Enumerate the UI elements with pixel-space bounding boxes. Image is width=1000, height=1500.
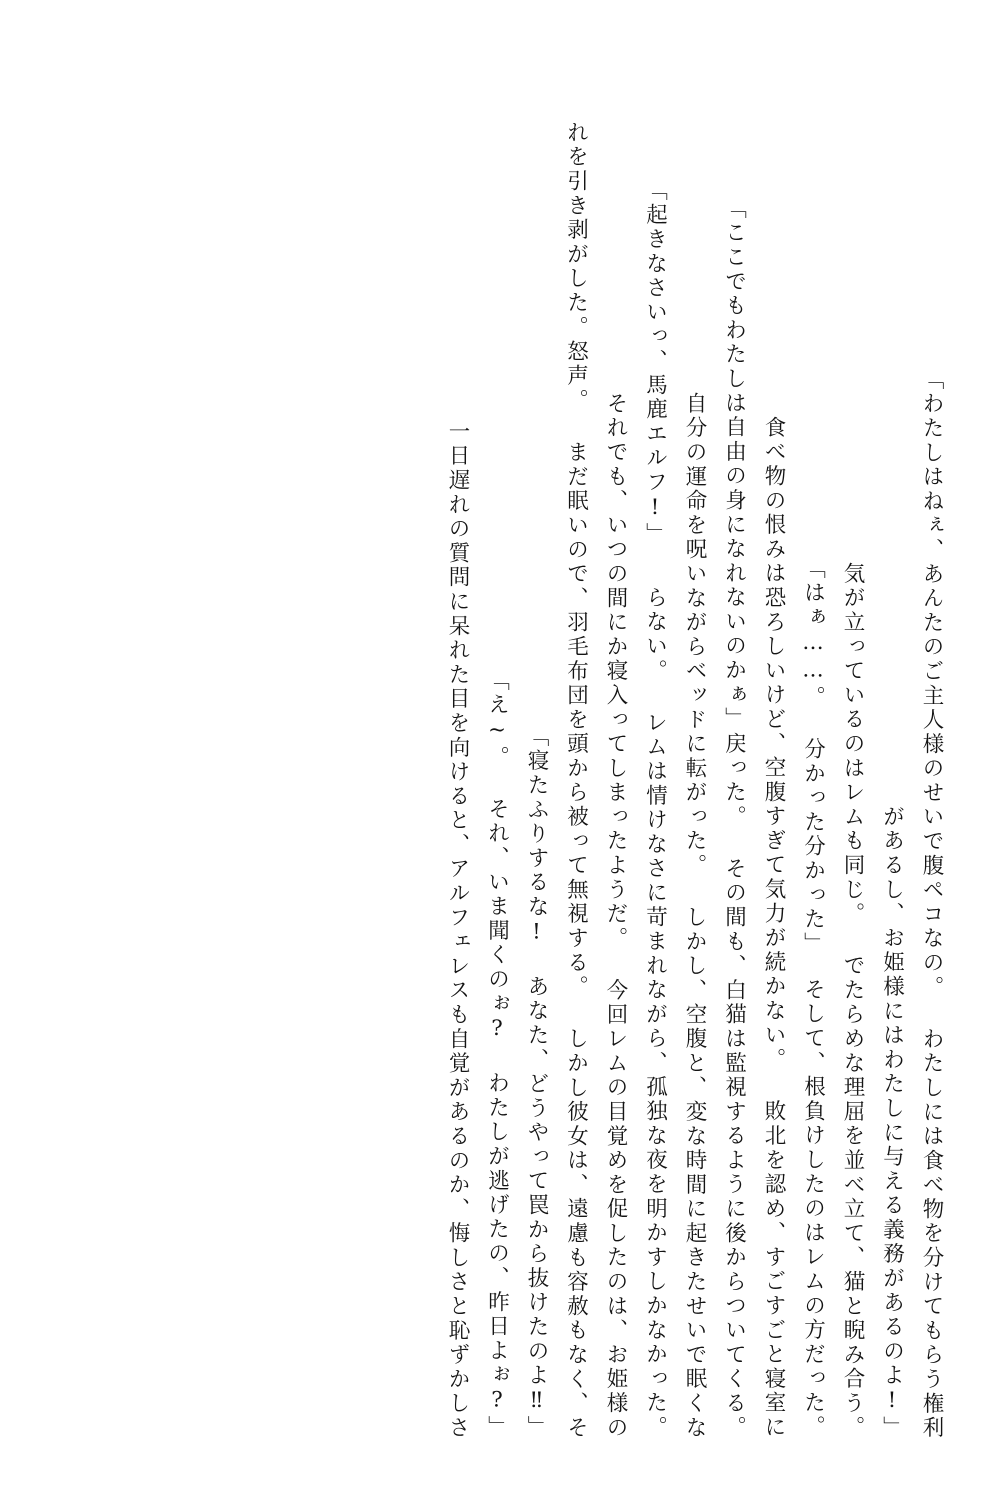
text-line: 怒声。 まだ眠いので、羽毛布団を頭から被って無視する。 しかし彼女は、遠慮も容赦もなく、そ — [563, 339, 589, 1440]
text-line: 自分の運命を呪いながらベッドに転がった。 しかし、空腹と、変な時間に起きたせいで眠くな — [682, 391, 707, 1440]
text-line: 気が立っているのはレムも同じ。 でたらめな理屈を並べ立て、猫と睨み合う。 — [840, 561, 865, 1440]
text-line: 「寝たふりするな! あなた、どうやって罠から抜けたのよ‼」 — [524, 724, 549, 1440]
text-line: があるし、お姫様にはわたしに与える義務があるのよ!」 — [879, 804, 905, 1440]
vertical-text-body — [58, 86, 942, 1440]
text-line: 「え~。 それ、いま聞くのぉ? わたしが逃げたの、昨日よぉ?」 — [484, 669, 510, 1440]
text-line: それでも、いつの間にか寝入ってしまったようだ。 今回レムの目覚めを促したのは、お姫様の — [603, 391, 628, 1440]
text-line: 食べ物の恨みは恐ろしいけど、空腹すぎて気力が続かない。 敗北を認め、すごすごと寝室に — [761, 416, 786, 1440]
text-line: 「起きなさいっ、馬鹿エルフ!」 — [642, 178, 668, 547]
text-line: れを引き剥がした。 — [563, 121, 589, 340]
text-line — [626, 547, 666, 587]
text-line: 「ここでもわたしは自由の身になれないのかぁ」 — [721, 197, 747, 732]
text-line: 一日遅れの質問に呆れた目を向けると、アルフェレスも自覚があるのか、悔しさと恥ずかしさ — [445, 419, 470, 1440]
text-line: 戻った。 その間も、白猫は監視するように後からついてくる。 — [721, 731, 747, 1440]
text-line: 「はぁ……。 分かった分かった」 — [800, 557, 826, 957]
text-line: そして、根負けしたのはレムの方だった。 — [800, 978, 826, 1440]
text-line: 「わたしはねぇ、あんたのご主人様のせいで腹ペコなの。 わたしには食べ物を分けてもらう権利 — [919, 367, 944, 1440]
text-line: らない。 レムは情けなさに苛まれながら、孤独な夜を明かすしかなかった。 — [642, 586, 668, 1440]
